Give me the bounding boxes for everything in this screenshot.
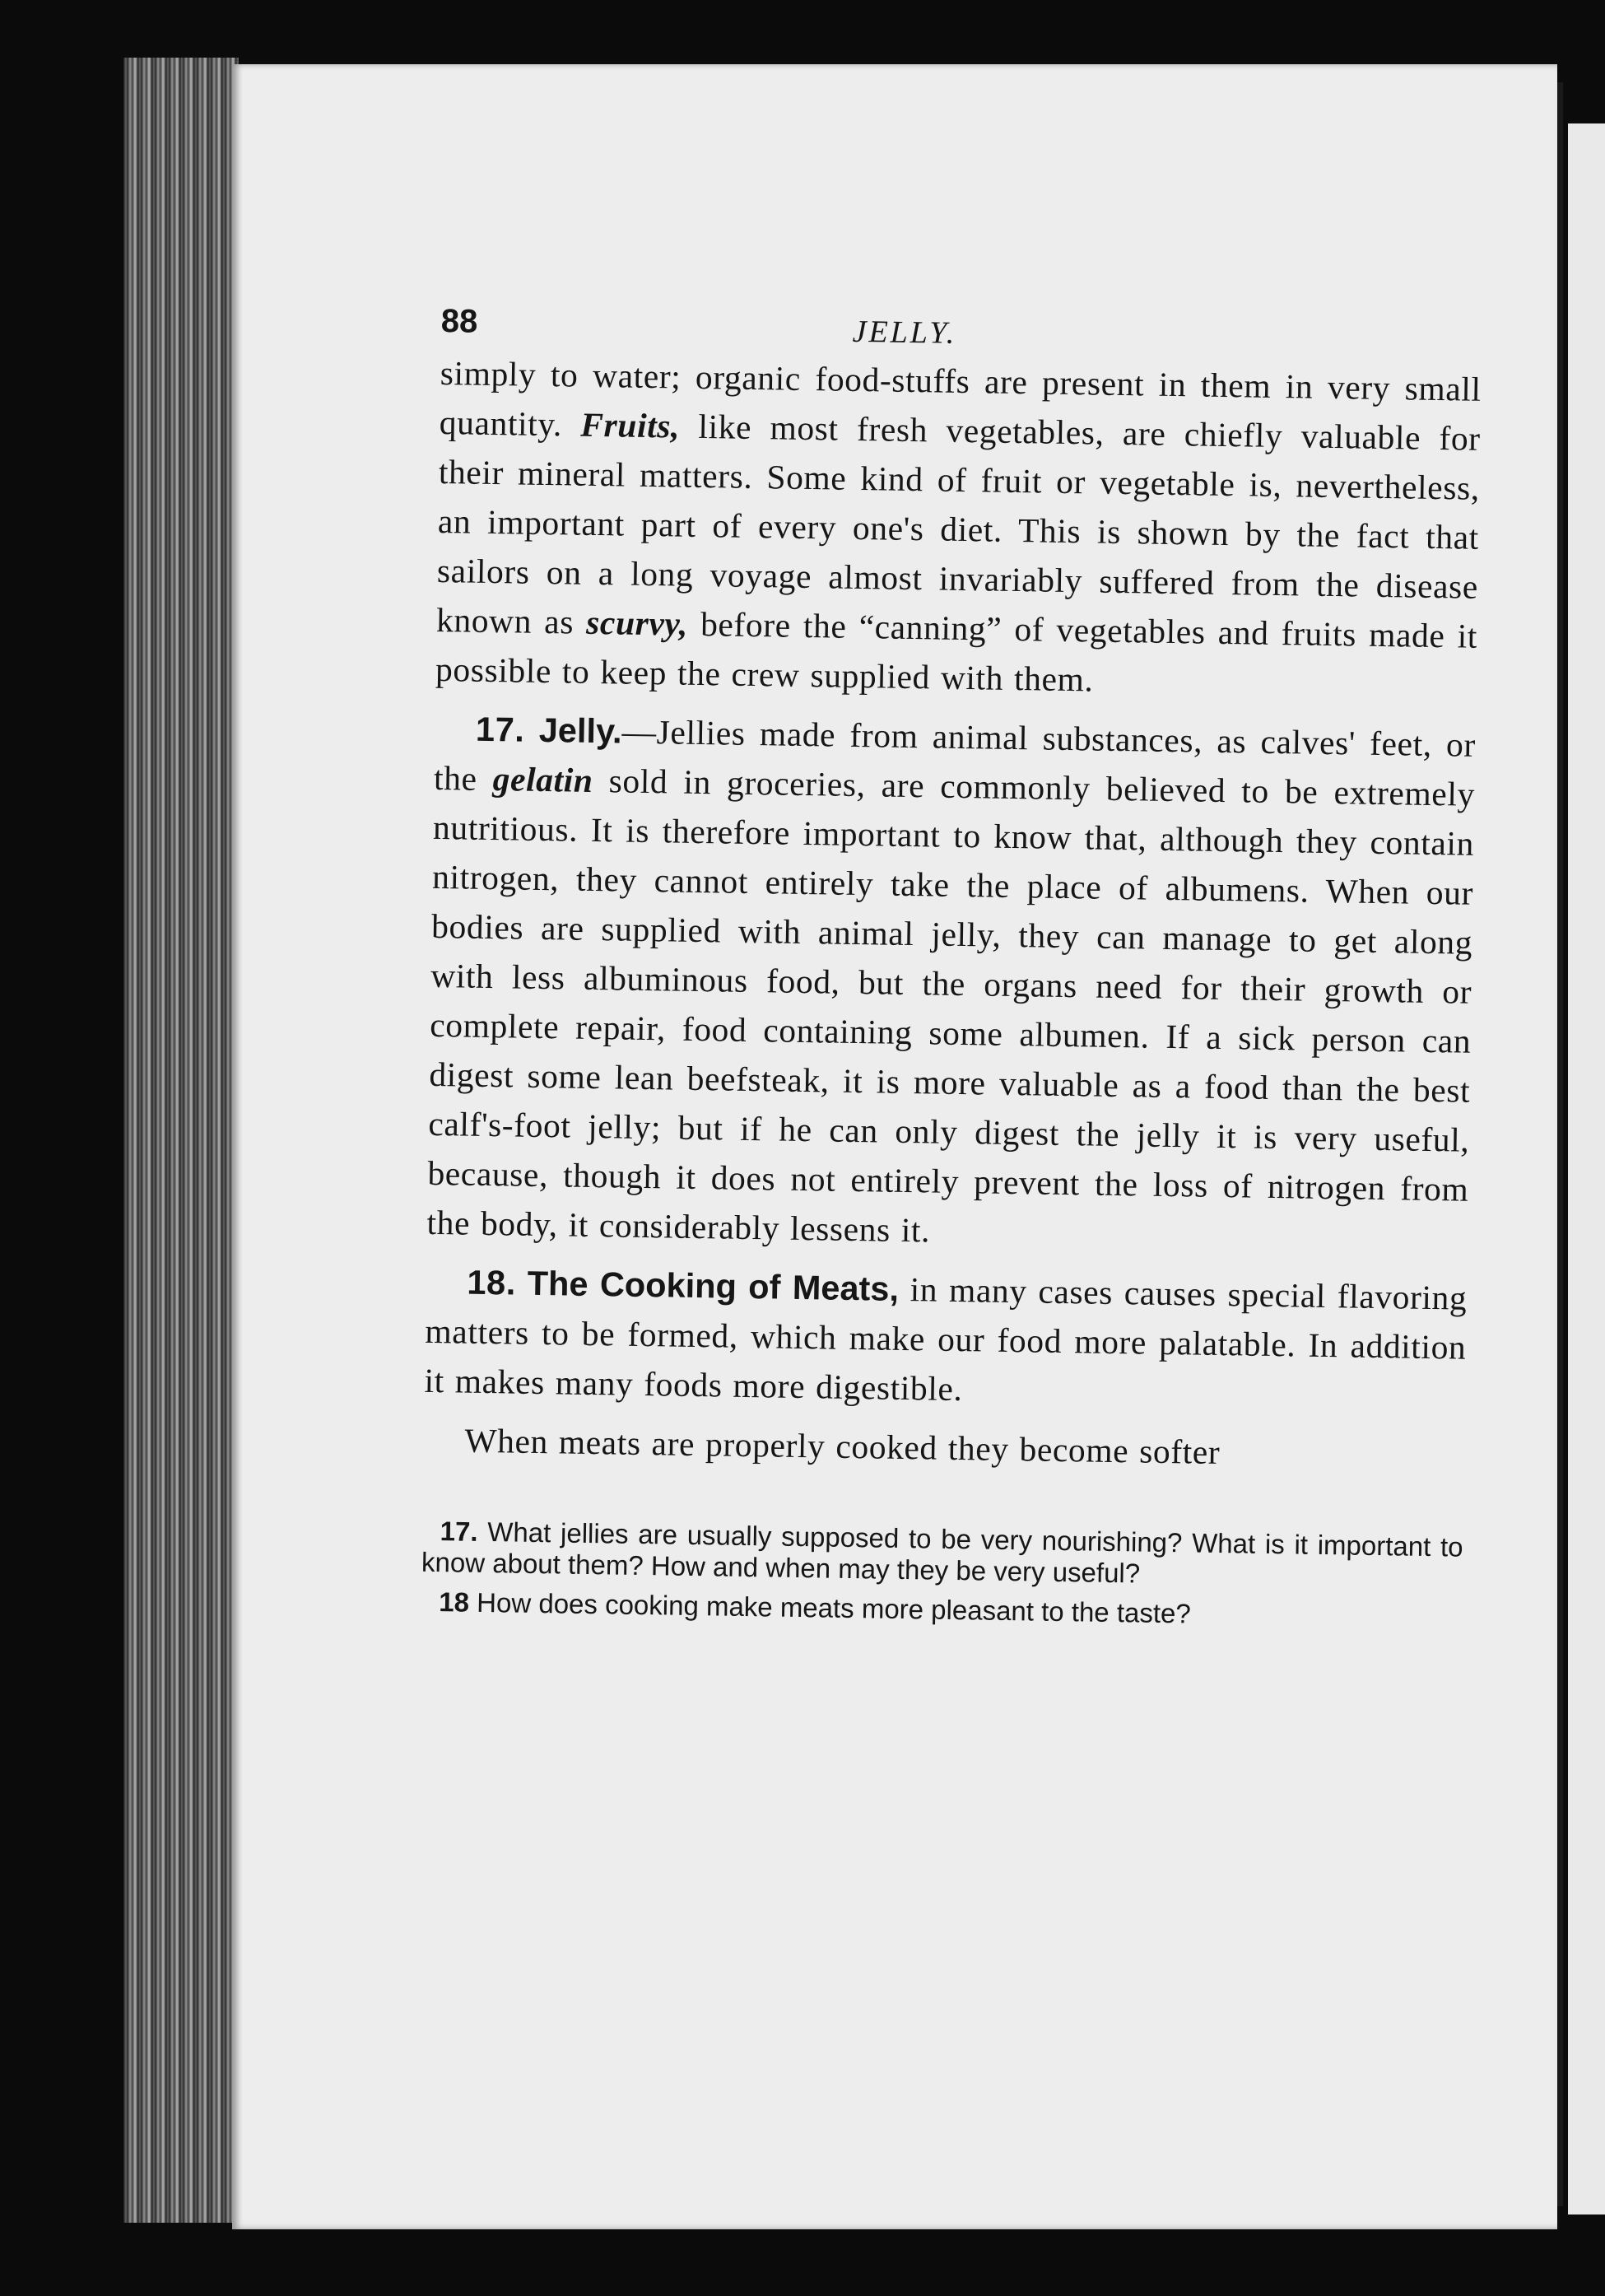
paragraph-intro <box>435 348 1482 710</box>
paragraph-cooking <box>424 1257 1468 1422</box>
footnotes <box>421 1516 1463 1634</box>
footnote-number: 18 <box>439 1586 470 1618</box>
text-run: sold in groceries, are commonly believed to be extremely nutritious. It is therefore important to know that, although they contain nitrogen, they cannot entirely take the place of albumens. When our bodies are supplied with animal jelly, they can manage to get along with less albuminous food, but the organs need for their growth or complete repair, food containing some albumen. If a sick person can digest some lean beefsteak, it is more valuable as a food than the best calf's-foot jelly; but if he can only digest the jelly it is very useful, because, though it does not entirely prevent the loss of nitrogen from the body, it considerably lessens it. <box>426 761 1476 1250</box>
facing-page-edge <box>1568 123 1605 2214</box>
page-header <box>440 258 1483 365</box>
text-run: before the “canning” of vegetables and fruits made it possible to keep the crew supplied with them. <box>435 604 1478 699</box>
footnote-text: How does cooking make meats more pleasant to the taste? <box>468 1586 1192 1629</box>
emphasis-scurvy: scurvy, <box>585 603 689 643</box>
text-run: like most fresh vegetables, are chiefly valuable for their mineral matters. Some kind of fruit or vegetable is, nevertheless, an important part of every one's diet. This is shown by the fact that sailors on a long voyage almost invariably suffered from the disease known as <box>435 407 1482 641</box>
section-heading: The Cooking of Meats, <box>527 1263 900 1308</box>
footnote-17 <box>421 1516 1463 1595</box>
section-heading: Jelly. <box>538 710 622 751</box>
running-title: JELLY. <box>852 314 957 351</box>
footnote-text: What jellies are usually supposed to be very nourishing? What is it important to know about them? How and when may they be very useful? <box>421 1516 1463 1589</box>
text-run: simply to water; organic food-stuffs are present in them in very small quantity. <box>439 353 1482 444</box>
emphasis-gelatin: gelatin <box>492 760 593 799</box>
book-page-edges <box>123 58 239 2223</box>
footnote-18 <box>421 1586 1462 1634</box>
page-number: 88 <box>440 302 478 340</box>
text-run: in many cases causes special flavoring matters to be formed, which make our food more palatable. In addition it makes many foods more digestible. <box>424 1269 1468 1409</box>
section-number: 18. <box>467 1262 517 1302</box>
paragraph-continuation: When meats are properly cooked they become softer <box>464 1421 1221 1472</box>
book-page <box>232 64 1557 2229</box>
section-number: 17. <box>475 709 525 749</box>
page-content <box>421 258 1483 1642</box>
paragraph-jelly <box>426 704 1476 1264</box>
emphasis-fruits: Fruits, <box>580 405 681 445</box>
text-run: —Jellies made from animal substances, as calves' feet, or the <box>433 712 1477 799</box>
footnote-number: 17. <box>440 1516 478 1547</box>
